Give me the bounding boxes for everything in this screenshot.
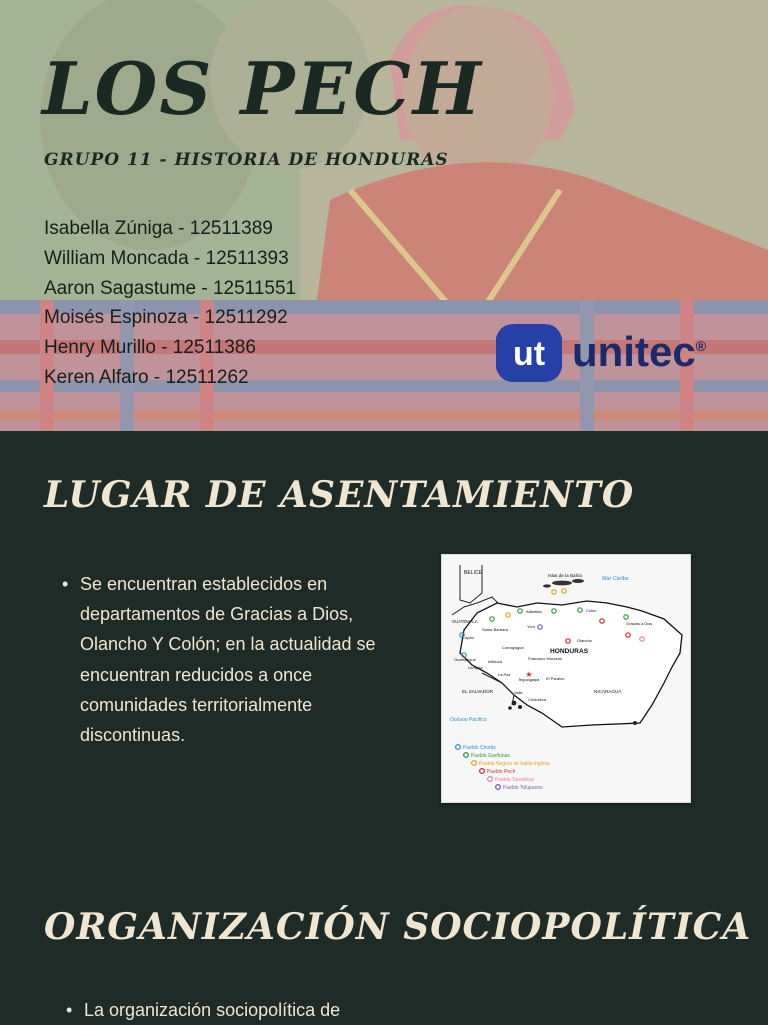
map-label: Comayagua — [502, 645, 524, 650]
member-list — [44, 214, 296, 393]
unitec-logo-mark — [494, 322, 564, 384]
bullet-line: departamentos de Gracias a Dios, — [80, 604, 354, 625]
unitec-logo — [494, 322, 720, 384]
bullet-item — [62, 569, 422, 750]
map-label: Ocotepeque — [454, 657, 476, 662]
legend-item: Pueblo Pech — [487, 769, 516, 775]
map-label: Mar Caribe — [602, 576, 629, 582]
unitec-trademark: ® — [695, 338, 707, 354]
map-label: El Paraíso — [546, 676, 565, 681]
honduras-map — [441, 554, 691, 803]
map-label: La Paz — [498, 672, 511, 677]
map-label: Colón — [586, 608, 597, 613]
map-label: Choluteca — [528, 697, 547, 702]
map-label: Gracias a Dios — [626, 621, 653, 626]
map-label: BELICE — [464, 570, 482, 576]
honduras-map-svg — [442, 555, 690, 802]
map-label: Atlántida — [526, 609, 542, 614]
legend-item: Pueblo Negros de habla inglesa — [479, 761, 550, 767]
bullet-line: encuentran reducidos a once — [80, 664, 313, 685]
map-label: HONDURAS — [550, 648, 589, 655]
map-marker — [562, 589, 566, 593]
member-item: Henry Murillo - 12511386 — [44, 337, 256, 359]
member-item: Moisés Espinoza - 12511292 — [44, 307, 288, 329]
page-subtitle: GRUPO 11 - HISTORIA DE HONDURAS — [44, 150, 449, 170]
organizacion-bullet-list — [66, 995, 566, 1025]
bullet-line: Olancho Y Colón; en la actualidad se — [80, 634, 376, 655]
map-label: Intibucá — [488, 659, 503, 664]
member-item: Aaron Sagastume - 12511551 — [44, 277, 297, 299]
legend-item: Pueblo Chortis — [463, 745, 496, 751]
map-label: Francisco Morazán — [528, 656, 563, 661]
bullet-line: comunidades territorialmente — [80, 694, 313, 715]
unitec-logo-mark-text: ut — [512, 335, 546, 373]
map-label: Copán — [462, 635, 474, 640]
map-label: Valle — [514, 690, 523, 695]
section-heading-asentamiento: LUGAR DE ASENTAMIENTO — [44, 474, 635, 516]
legend-item: Pueblo Tawahkas — [495, 777, 535, 783]
bullet-item — [66, 995, 566, 1025]
map-legend — [456, 745, 551, 791]
map-marker — [552, 590, 556, 594]
map-label: Océano Pacífico — [450, 717, 487, 723]
map-label: Yoro — [527, 624, 536, 629]
legend-item: Pueblo Tolupanes — [503, 785, 543, 791]
capital-star-icon: ★ — [525, 670, 533, 679]
unitec-logo-text: unitec — [572, 328, 696, 375]
bullet-line: discontinuas. — [80, 725, 186, 746]
bullet-line: Se encuentran establecidos en — [80, 574, 328, 594]
section-heading-organizacion: ORGANIZACIÓN SOCIOPOLÍTICA — [44, 906, 752, 948]
map-label: GUATEMALA — [452, 619, 478, 624]
map-label: EL SALVADOR — [462, 689, 494, 694]
member-item: William Moncada - 12511393 — [44, 247, 289, 269]
member-item: Isabella Zúniga - 12511389 — [44, 218, 273, 239]
map-label: Islas de la Bahía — [548, 573, 582, 578]
cover-slide — [0, 0, 768, 431]
bullet-line: La organización sociopolítica de — [84, 1000, 341, 1020]
map-label: Tegucigalpa — [518, 677, 540, 682]
page-title: LOS PECH — [42, 46, 483, 131]
map-label: Lempira — [468, 665, 483, 670]
map-label: Olancho — [577, 638, 592, 643]
asentamiento-bullet-list — [62, 569, 422, 750]
member-item: Keren Alfaro - 12511262 — [44, 366, 249, 388]
map-label: Santa Bárbara — [482, 627, 508, 632]
map-label: NICARAGUA — [594, 689, 622, 694]
legend-item: Pueblo Garífunas — [471, 753, 510, 759]
